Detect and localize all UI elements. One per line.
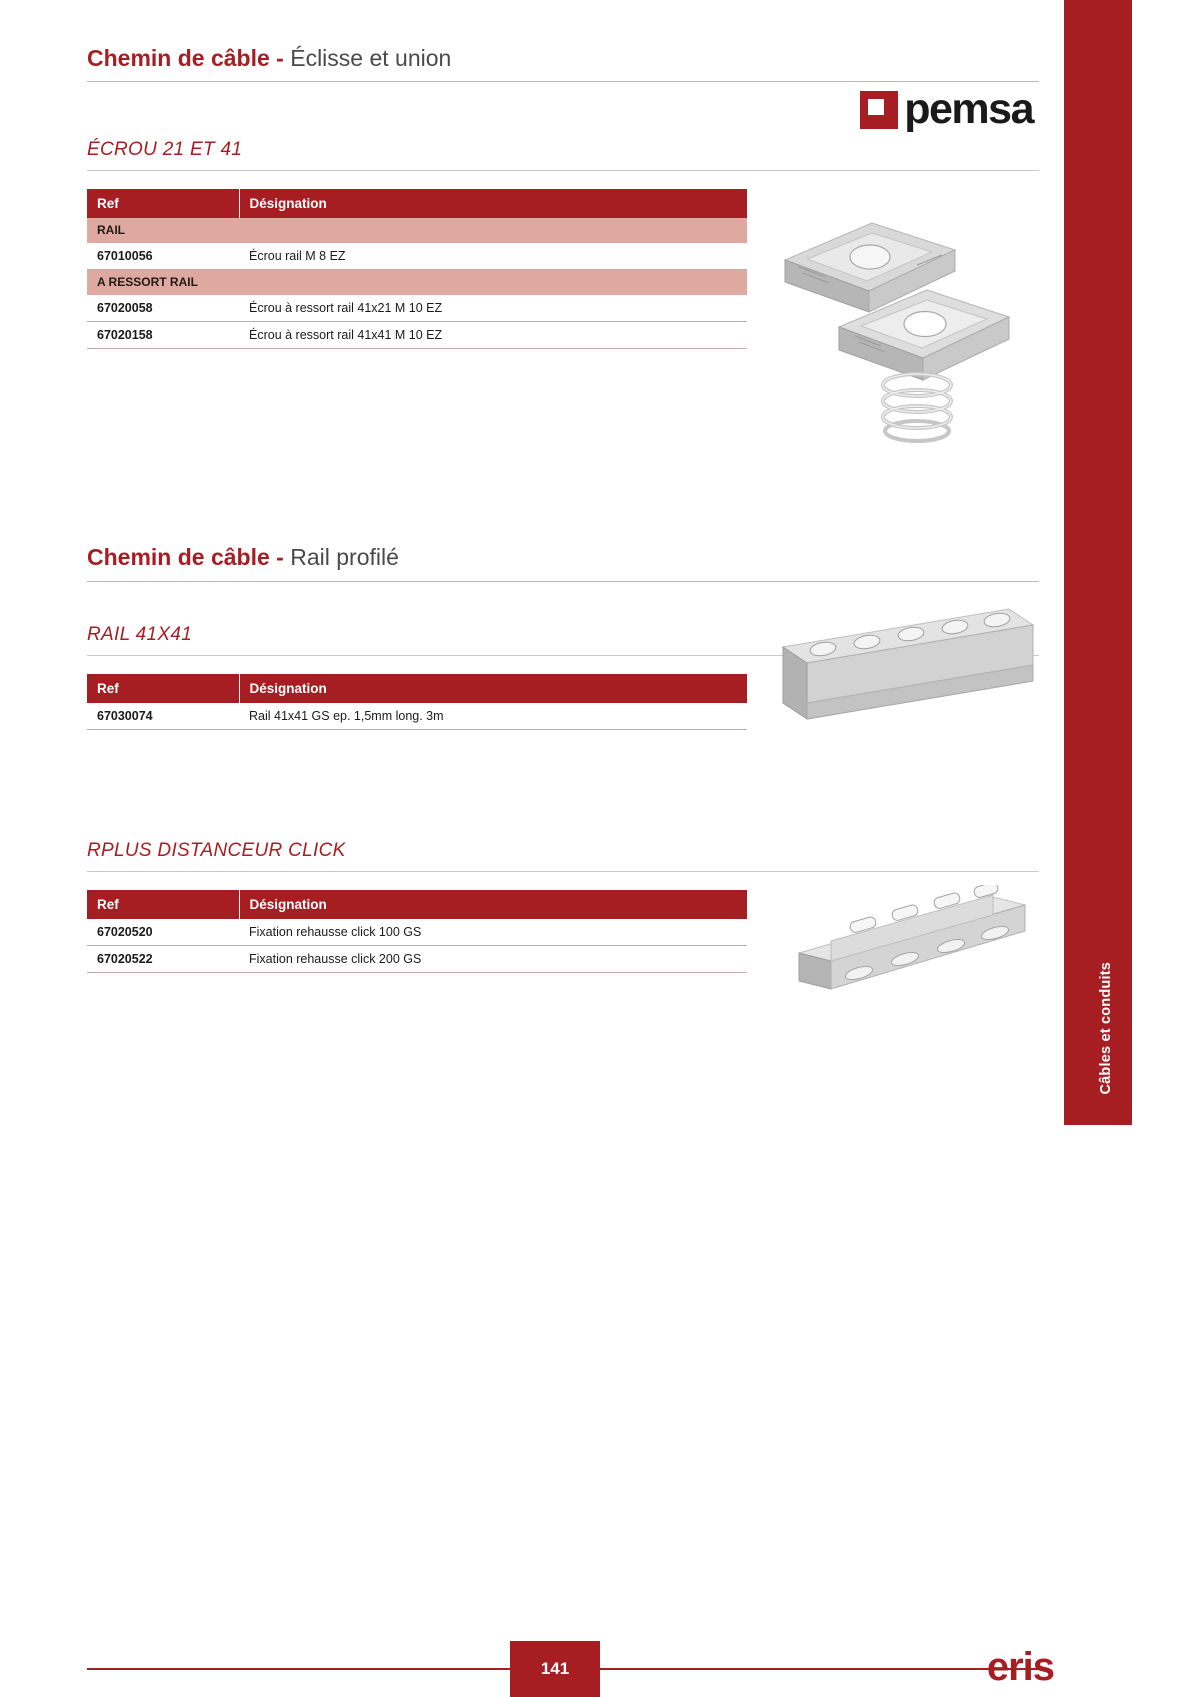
table-group-row xyxy=(87,218,747,243)
table-header-row xyxy=(87,189,747,218)
section-title-1-bold: Chemin de câble xyxy=(87,45,270,71)
table-rail41x41 xyxy=(87,674,747,730)
section-title-2-dash: - xyxy=(276,544,284,571)
side-band-label: Câbles et conduits xyxy=(1098,962,1114,1095)
section-rplus-distanceur xyxy=(87,840,1039,973)
pemsa-logo xyxy=(860,85,1033,133)
subsection-title-rplus: RPLUS DISTANCEUR CLICK xyxy=(87,840,1039,872)
subsection-title-rail41x41: RAIL 41X41 xyxy=(87,624,1039,656)
cell-designation: Fixation rehausse click 100 GS xyxy=(239,919,747,946)
table-group-row xyxy=(87,270,747,295)
table-group-label: A RESSORT RAIL xyxy=(87,270,747,295)
page-footer xyxy=(0,1641,1132,1697)
cell-ref: 67020522 xyxy=(87,945,239,972)
table-group-label: RAIL xyxy=(87,218,747,243)
section-title-2-bold: Chemin de câble xyxy=(87,544,270,571)
table-header-ref: Ref xyxy=(87,890,239,919)
table-header-ref: Ref xyxy=(87,189,239,218)
side-band xyxy=(1064,0,1132,1125)
table-row xyxy=(87,295,747,322)
cell-designation: Écrou à ressort rail 41x41 M 10 EZ xyxy=(239,322,747,349)
strut-channel-rail-image xyxy=(777,605,1037,745)
section-title-1-light: Éclisse et union xyxy=(290,45,452,71)
pemsa-logo-mark-icon xyxy=(860,91,898,129)
channel-nut-with-spring-image xyxy=(777,205,1027,450)
cell-designation: Rail 41x41 GS ep. 1,5mm long. 3m xyxy=(239,703,747,730)
pemsa-logo-text: pemsa xyxy=(904,85,1033,133)
table-ecrou xyxy=(87,189,747,349)
table-row xyxy=(87,703,747,730)
section-eclisse-et-union xyxy=(87,0,1039,349)
cell-designation: Fixation rehausse click 200 GS xyxy=(239,945,747,972)
table-rplus xyxy=(87,890,747,973)
cell-ref: 67010056 xyxy=(87,243,239,270)
table-row xyxy=(87,945,747,972)
cell-designation: Écrou à ressort rail 41x21 M 10 EZ xyxy=(239,295,747,322)
cell-designation: Écrou rail M 8 EZ xyxy=(239,243,747,270)
section-title-1 xyxy=(87,46,1039,82)
cell-ref: 67020058 xyxy=(87,295,239,322)
table-row xyxy=(87,243,747,270)
table-header-designation: Désignation xyxy=(239,674,747,703)
section-title-1-dash: - xyxy=(276,45,284,71)
table-row xyxy=(87,322,747,349)
cell-ref: 67020158 xyxy=(87,322,239,349)
table-row xyxy=(87,919,747,946)
click-spacer-bracket-image xyxy=(787,885,1037,1015)
cell-ref: 67020520 xyxy=(87,919,239,946)
table-header-designation: Désignation xyxy=(239,890,747,919)
page-content xyxy=(87,0,1039,973)
page-number: 141 xyxy=(510,1641,600,1697)
cell-ref: 67030074 xyxy=(87,703,239,730)
table-header-ref: Ref xyxy=(87,674,239,703)
section-rail-profile xyxy=(87,545,1039,729)
table-header-row xyxy=(87,890,747,919)
subsection-title-ecrou: ÉCROU 21 ET 41 xyxy=(87,139,1039,171)
section-title-2 xyxy=(87,545,1039,581)
eris-logo: eris xyxy=(986,1645,1054,1689)
table-header-designation: Désignation xyxy=(239,189,747,218)
section-title-2-light: Rail profilé xyxy=(290,544,399,571)
table-header-row xyxy=(87,674,747,703)
